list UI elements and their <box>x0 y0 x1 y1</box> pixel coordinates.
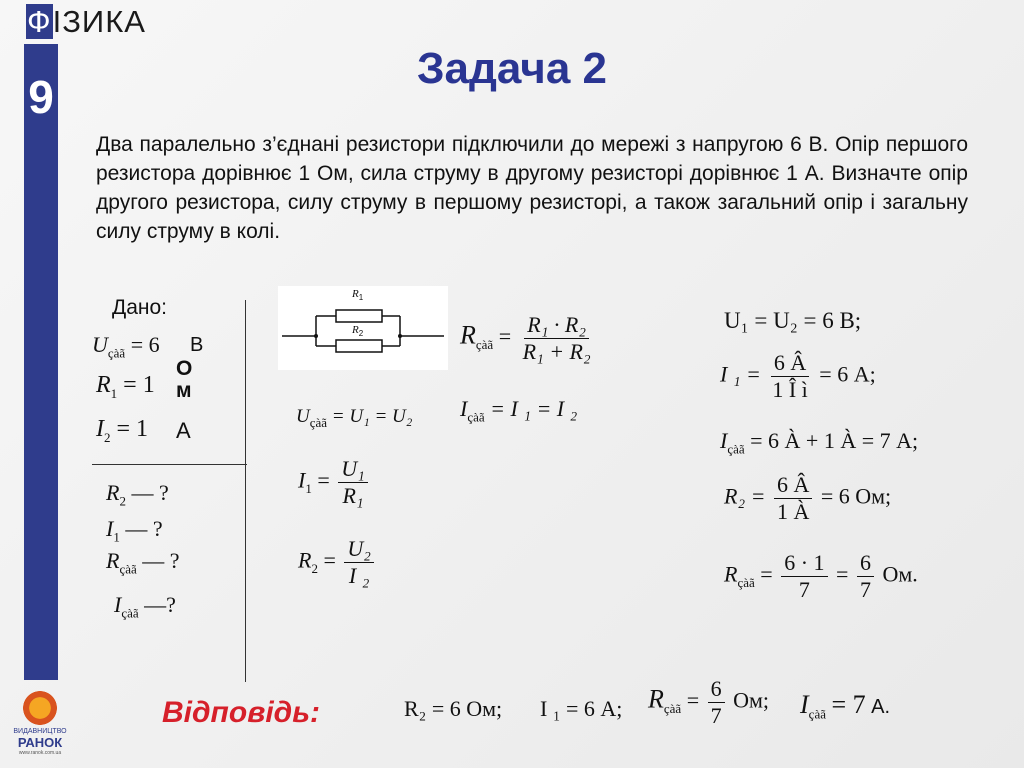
side-bar <box>24 44 58 680</box>
formula-rtotal: $R_{çàã}$ = $\frac{\text{R₁ · R₂}}{\text{R₁ + R₂}}$ <box>460 312 591 364</box>
solution-voltages: U₁ = U₂ = 6 В; <box>724 308 862 333</box>
find-rtotal: $R_{çàã}$ — ? <box>106 548 180 577</box>
formula-voltage-equal: $U_{çàã} = U_1 = U_2$ <box>296 406 413 430</box>
answer-rtotal: $R_{çàã}$ = $\frac{6}{7}$ Ом; <box>648 676 770 728</box>
sun-logo-icon <box>17 688 63 728</box>
circuit-label-r2: $R_2$ <box>352 324 364 339</box>
publisher-logo <box>10 688 70 758</box>
find-r2: $R_2$ — ? <box>106 480 169 509</box>
solution-i1: I ₁ = $\frac{6 Â}{\text{1 Î ì}}$ = 6 А; <box>720 350 876 402</box>
grade-number: 9 <box>28 71 54 123</box>
circuit-label-r1: $R_1$ <box>352 288 364 303</box>
formula-itotal: $I_{çàã} = I$ ₁ = I ₂ <box>460 396 578 425</box>
given-voltage-unit: В <box>190 334 204 356</box>
subject-brand: ФІЗИКА <box>27 4 146 39</box>
given-voltage: $U_{çàã} = 6$ <box>92 332 160 361</box>
answer-i1: I ₁ = 6 А; <box>540 696 623 721</box>
problem-text: Два паралельно з’єднані резистори підключили до мережі з напругою 6 В. Опір першого резистора дорівнює 1 Ом, сила струму в другому резисторі дорівнює 1 А. Визначте опір другого резистора, силу струму в першому резисторі, а також загальний опір і загальну силу струму в колі. <box>96 133 968 243</box>
find-itotal: $I_{çàã}$ —? <box>114 592 176 621</box>
given-r1-unit: О м <box>176 357 193 402</box>
answer-r2: R₂ = 6 Ом; <box>404 696 503 721</box>
given-r1: $R_1 = 1$ <box>96 372 155 401</box>
formula-r2: $R_2$ = $\frac{\text{U₂}}{\text{I ₂}}$ <box>298 536 377 589</box>
given-divider-vertical <box>245 300 246 682</box>
solution-itotal: $I_{çàã} = 6$ À + 1 À = 7 А; <box>720 428 919 457</box>
logo-line2: РАНОК <box>17 735 63 750</box>
given-divider-horizontal <box>92 464 247 465</box>
find-i1: $I_1$ — ? <box>106 516 163 545</box>
answer-label: Відповідь: <box>162 696 320 729</box>
given-i2-unit: А <box>176 418 191 443</box>
solution-r2: R₂ = $\frac{6 Â}{1 À}$ = 6 Ом; <box>724 472 892 524</box>
page-title: Задача 2 <box>416 44 608 93</box>
parallel-circuit-diagram <box>278 286 448 370</box>
formula-i1: $I_1$ = $\frac{\text{U₁}}{\text{R₁}}$ <box>298 456 371 509</box>
logo-line3: www.ranok.com.ua <box>18 750 62 756</box>
given-i2: $I_2 = 1$ <box>96 416 149 445</box>
solution-rtotal: $R_{çàã}$ = $\frac{6 \cdot 1}{7}$ = $\frac{6}{7}$ Ом. <box>724 550 918 602</box>
logo-line1: ВИДАВНИЦТВО <box>13 728 67 735</box>
answer-itotal: $I_{çàã} = 7$ А. <box>800 690 891 722</box>
given-label: Дано: <box>112 296 168 319</box>
